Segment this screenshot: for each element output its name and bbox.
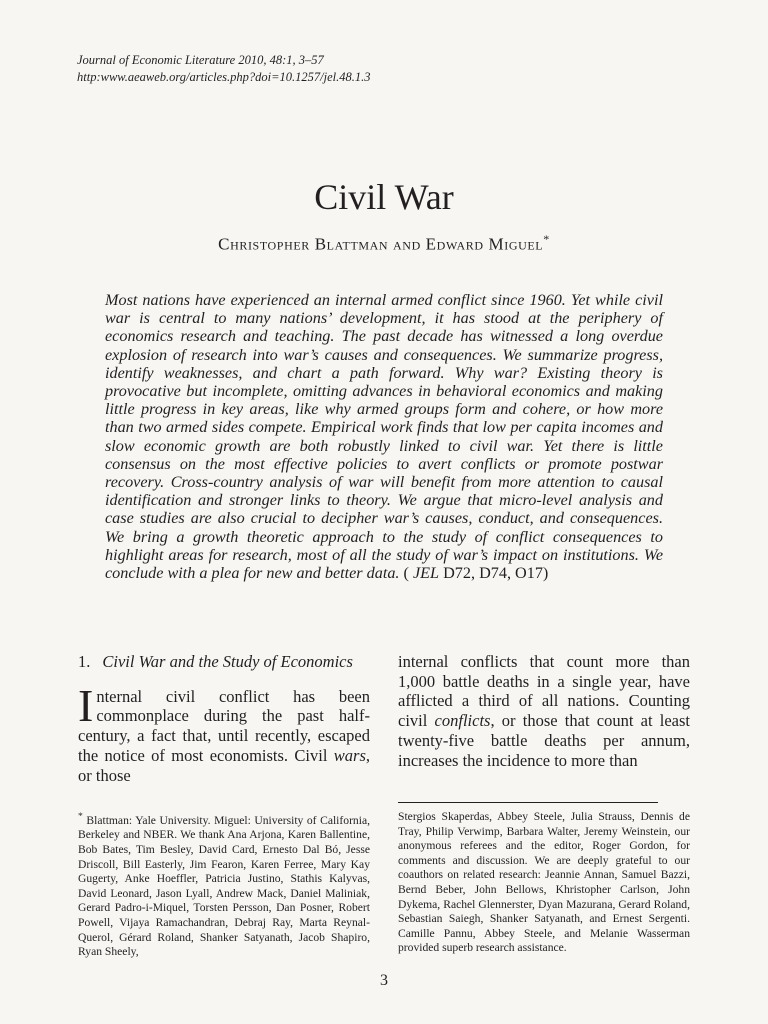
- journal-citation: Journal of Economic Literature 2010, 48:1, 3–57: [77, 53, 324, 67]
- author-line: [0, 232, 768, 255]
- body-column-right: [398, 652, 690, 770]
- section-number: 1.: [78, 652, 91, 671]
- jel-label: JEL: [412, 564, 440, 583]
- abstract: [105, 291, 663, 582]
- author-footnote-mark: *: [543, 232, 550, 246]
- article-title: Civil War: [314, 177, 454, 218]
- footnote-right: Stergios Skaperdas, Abbey Steele, Julia Strauss, Dennis de Tray, Philip Verwimp, Barbara Walter, Jeremy Weinstein, our anonymous referees and the editor, Roger Gordon, for comments and discussion. We are deeply grateful to our coauthors on related research: Jeannie Annan, Samuel Bazzi, Bernd Beber, John Bellows, Khristopher Carlson, John Dykema, Rachel Glennerster, Dyan Mazurana, Gerard Roland, Sebastian Saiegh, Shanker Satyanath, and Ernest Sergenti. Camille Pannu, Abbey Steele, and Melanie Wasserman provided superb research assistance.: [398, 810, 690, 955]
- footnote-left: * Blattman: Yale University. Miguel: University of California, Berkeley and NBER. We thank Ana Arjona, Karen Ballentine, Bob Bates, Tim Besley, David Card, Ernesto Dal Bó, Jesse Driscoll, Bill Easterly, Jim Fearon, Karen Ferree, Mary Kay Gugerty, Anke Hoeffler, Patricia Justino, Stathis Kalyvas, David Leonard, Jason Lyall, Andrew Mack, Daniel Maliniak, Gerard Padro-i-Miquel, Torsten Persson, Dan Posner, Robert Powell, Vijaya Ramachandran, Debraj Ray, Marta Reynal-Querol, Gérard Roland, Shanker Satyanath, Jacob Shapiro, Ryan Sheely,: [78, 811, 370, 959]
- journal-header: [77, 52, 371, 86]
- jel-codes: ( JEL D72, D74, O17): [403, 564, 549, 583]
- body-paragraph-right: internal conflicts that count more than 1,000 battle deaths in a single year, have afflicted a third of all nations. Counting civil conflicts, or those that count at least twenty-five battle deaths per annum, increases the incidence to more than: [398, 652, 690, 770]
- body-paragraph-left: Internal civil conflict has been commonplace during the past half-century, a fact that, until recently, escaped the notice of most economists. Civil wars, or those: [78, 679, 370, 785]
- section-title: Civil War and the Study of Economics: [102, 652, 353, 671]
- abstract-text: Most nations have experienced an internal armed conflict since 1960. Yet while civil war is central to many nations’ development, it has stood at the periphery of economics research and teaching. The past decade has witnessed a long overdue explosion of research into war’s causes and consequences. We summarize progress, identify weaknesses, and chart a path forward. Why war? Existing theory is provocative but incomplete, omitting advances in behavioral economics and making little progress in key areas, like why armed groups form and cohere, or how more than two armed sides compete. Empirical work finds that low per capita incomes and slow economic growth are both robustly linked to civil war. Yet there is little consensus on the most effective policies to avert conflicts or promote postwar recovery. Cross-country analysis of war will benefit from more attention to causal identification and stronger links to theory. We argue that micro-level analysis and case studies are also crucial to decipher war’s causes, conduct, and consequences. We bring a growth theoretic approach to the study of conflict consequences to highlight areas for research, most of all the study of war’s impact on institutions. We conclude with a plea for new and better data.: [105, 291, 663, 583]
- body-column-left: [78, 652, 370, 785]
- page-number: 3: [380, 972, 388, 989]
- drop-cap: I: [78, 679, 94, 731]
- article-url: http:www.aeaweb.org/articles.php?doi=10.1257/jel.48.1.3: [77, 70, 371, 84]
- footnote-mark: *: [78, 811, 83, 822]
- footnote-rule: [398, 802, 658, 803]
- author-names: Christopher Blattman and Edward Miguel: [218, 234, 544, 254]
- section-heading: [78, 652, 370, 672]
